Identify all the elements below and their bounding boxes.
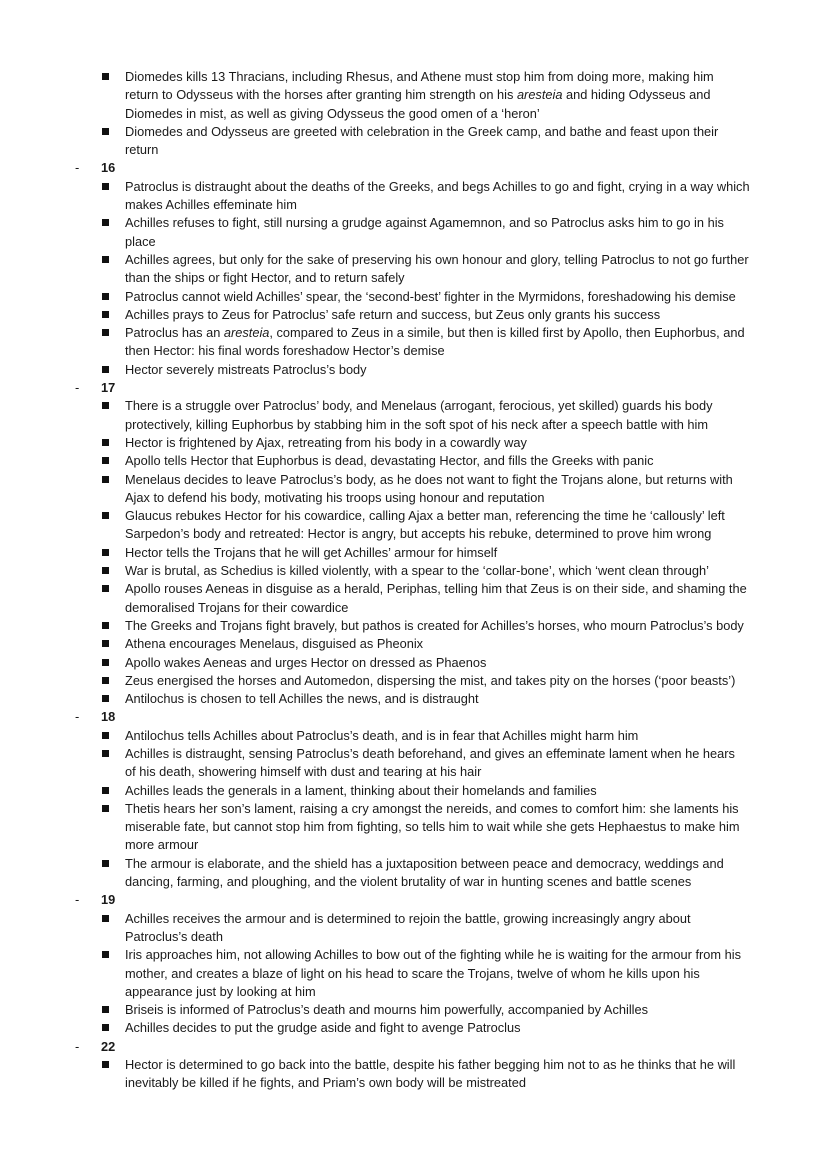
list-item-line [0, 196, 828, 214]
square-bullet-icon [102, 512, 109, 519]
square-bullet-icon [102, 640, 109, 647]
list-item [0, 361, 828, 379]
list-item [0, 1056, 828, 1093]
list-item [0, 214, 828, 251]
list-item-line [0, 763, 828, 781]
document-page [0, 68, 828, 1093]
list-item [0, 672, 828, 690]
square-bullet-icon [102, 567, 109, 574]
list-item-line [0, 214, 828, 232]
list-item-text: inevitably be killed if he fights, and Priam’s own body will be mistreated [125, 1075, 526, 1091]
list-item-text: Achilles agrees, but only for the sake of preserving his own honour and glory, telling Patroclus to not go further [125, 251, 749, 267]
list-item-line [0, 324, 828, 342]
list-item-line [0, 635, 828, 653]
section-18 [0, 708, 828, 891]
square-bullet-icon [102, 183, 109, 190]
list-item-text: then Hector: his final words foreshadow Hector’s demise [125, 343, 445, 359]
list-item-text: return [125, 142, 159, 158]
list-item [0, 727, 828, 745]
book-number: 22 [101, 1038, 116, 1054]
list-item-line [0, 68, 828, 86]
list-item [0, 68, 828, 123]
list-item-text: Apollo rouses Aeneas in disguise as a herald, Periphas, telling him that Zeus is on their side, and shaming the [125, 581, 747, 597]
list-item [0, 123, 828, 160]
book-number: 19 [101, 892, 116, 908]
list-item-text: return to Odysseus with the horses after granting him strength on his aresteia and hiding Odysseus and [125, 87, 711, 103]
section-heading [0, 891, 828, 909]
square-bullet-icon [102, 366, 109, 373]
list-item-line [0, 782, 828, 800]
square-bullet-icon [102, 1006, 109, 1013]
list-item-text: miserable fate, but cannot stop him from fighting, so tells him to wait while she gets Hephaestus to make him [125, 819, 740, 835]
section-17 [0, 379, 828, 708]
list-item-text: Hector tells the Trojans that he will get Achilles’ armour for himself [125, 544, 498, 560]
dash-bullet: - [75, 892, 80, 908]
square-bullet-icon [102, 293, 109, 300]
square-bullet-icon [102, 311, 109, 318]
list-item-line [0, 397, 828, 415]
list-item-text: Patroclus’s death [125, 928, 223, 944]
list-item-text: Sarpedon’s body and retreated: Hector is angry, but accepts his rebuke, determined to prove him wrong [125, 526, 712, 542]
list-item-line [0, 123, 828, 141]
list-item [0, 507, 828, 544]
list-item [0, 946, 828, 1001]
list-item [0, 251, 828, 288]
list-item [0, 635, 828, 653]
square-bullet-icon [102, 695, 109, 702]
italic-term: aresteia [516, 87, 563, 103]
list-item-text: Achilles refuses to fight, still nursing a grudge against Agamemnon, and so Patroclus asks him to go in his [125, 215, 724, 231]
section-heading [0, 708, 828, 726]
list-item [0, 471, 828, 508]
list-item-line [0, 983, 828, 1001]
list-item-text: Achilles receives the armour and is determined to rejoin the battle, growing increasingly angry about [125, 910, 691, 926]
list-item-line [0, 471, 828, 489]
list-item-line [0, 1074, 828, 1092]
list-item-text: Glaucus rebukes Hector for his cowardice, calling Ajax a better man, referencing the time he ‘callously’ left [125, 508, 725, 524]
list-item-text: Achilles leads the generals in a lament, thinking about their homelands and families [125, 782, 597, 798]
list-item-line [0, 361, 828, 379]
list-item-line [0, 434, 828, 452]
list-item-line [0, 617, 828, 635]
list-item-line [0, 745, 828, 763]
list-item [0, 654, 828, 672]
list-item-text: makes Achilles effeminate him [125, 197, 297, 213]
list-item-line [0, 690, 828, 708]
square-bullet-icon [102, 457, 109, 464]
list-item-line [0, 599, 828, 617]
square-bullet-icon [102, 787, 109, 794]
list-item-text: Diomedes kills 13 Thracians, including Rhesus, and Athene must stop him from doing more, making him [125, 69, 714, 84]
list-item-text: mother, and creates a blaze of light on his head to scare the Trojans, twelve of whom he kills upon his [125, 965, 700, 981]
square-bullet-icon [102, 329, 109, 336]
section-16 [0, 159, 828, 379]
square-bullet-icon [102, 73, 109, 80]
list-item-line [0, 836, 828, 854]
list-item-text: Thetis hears her son’s lament, raising a cry amongst the nereids, and comes to comfort him: she laments his [125, 800, 739, 816]
list-item-text: Briseis is informed of Patroclus’s death and mourns him powerfully, accompanied by Achilles [125, 1002, 649, 1018]
list-item-line [0, 1056, 828, 1074]
square-bullet-icon [102, 915, 109, 922]
square-bullet-icon [102, 128, 109, 135]
list-item-text: The armour is elaborate, and the shield has a juxtaposition between peace and democracy, weddings and [125, 855, 724, 871]
dash-bullet: - [75, 380, 80, 396]
list-item [0, 580, 828, 617]
list-item-line [0, 672, 828, 690]
list-item-line [0, 855, 828, 873]
list-item-text: appearance just by looking at him [125, 983, 316, 999]
list-item-line [0, 86, 828, 104]
dash-bullet: - [75, 1038, 80, 1054]
list-item-line [0, 910, 828, 928]
list-item-line [0, 525, 828, 543]
list-item-text: Apollo tells Hector that Euphorbus is dead, devastating Hector, and fills the Greeks with panic [125, 453, 654, 469]
list-item-text: Menelaus decides to leave Patroclus’s body, as he does not want to fight the Trojans alone, but returns with [125, 471, 733, 487]
list-item-text: Ajax to defend his body, motivating his troops using honour and reputation [125, 489, 545, 505]
list-item [0, 1019, 828, 1037]
list-item-text: Hector is determined to go back into the battle, despite his father begging him not to as he thinks that he will [125, 1057, 736, 1073]
square-bullet-icon [102, 439, 109, 446]
list-item-line [0, 507, 828, 525]
square-bullet-icon [102, 549, 109, 556]
list-item-line [0, 342, 828, 360]
list-item-text: Apollo wakes Aeneas and urges Hector on dressed as Phaenos [125, 654, 487, 670]
square-bullet-icon [102, 402, 109, 409]
square-bullet-icon [102, 256, 109, 263]
list-item [0, 178, 828, 215]
list-item-text: than the ships or fight Hector, and to return safely [125, 270, 405, 286]
list-item [0, 800, 828, 855]
dash-bullet: - [75, 709, 80, 725]
section-heading [0, 379, 828, 397]
list-item-text: War is brutal, as Schedius is killed violently, with a spear to the ‘collar-bone’, which ‘went clean through’ [125, 563, 709, 579]
list-item-text: Diomedes in mist, as well as giving Odysseus the good omen of a ‘heron’ [125, 105, 540, 121]
list-item-text: Zeus energised the horses and Automedon, dispersing the mist, and takes pity on the horses (‘poor beasts’) [125, 672, 736, 688]
list-item-text: Achilles prays to Zeus for Patroclus’ safe return and success, but Zeus only grants his success [125, 306, 661, 322]
square-bullet-icon [102, 219, 109, 226]
list-item [0, 562, 828, 580]
list-item-line [0, 489, 828, 507]
list-item-line [0, 873, 828, 891]
list-item-line [0, 818, 828, 836]
list-item-line [0, 562, 828, 580]
list-item-line [0, 306, 828, 324]
list-item-line [0, 233, 828, 251]
list-item-text: Patroclus has an aresteia, compared to Zeus in a simile, but then is killed first by Apollo, then Euphorbus, and [125, 325, 745, 341]
list-item-line [0, 580, 828, 598]
italic-term: aresteia [223, 325, 270, 341]
list-item [0, 690, 828, 708]
list-item [0, 745, 828, 782]
list-item-text: Diomedes and Odysseus are greeted with celebration in the Greek camp, and bathe and feast upon their [125, 123, 719, 139]
list-item [0, 617, 828, 635]
square-bullet-icon [102, 951, 109, 958]
list-item-line [0, 965, 828, 983]
list-item-text: more armour [125, 837, 199, 853]
list-item [0, 1001, 828, 1019]
list-item [0, 288, 828, 306]
list-item-text: of his death, showering himself with dust and tearing at his hair [125, 764, 482, 780]
list-item-text: Antilochus is chosen to tell Achilles the news, and is distraught [125, 691, 479, 707]
list-item [0, 855, 828, 892]
section-heading [0, 159, 828, 177]
list-item-line [0, 928, 828, 946]
list-item [0, 452, 828, 470]
list-item-text: Hector severely mistreats Patroclus’s body [125, 361, 367, 377]
list-item-line [0, 141, 828, 159]
list-item-text: Hector is frightened by Ajax, retreating from his body in a cowardly way [125, 434, 527, 450]
dash-bullet: - [75, 160, 80, 176]
list-item-line [0, 105, 828, 123]
list-item [0, 397, 828, 434]
list-item-line [0, 654, 828, 672]
list-item-text: Achilles is distraught, sensing Patroclus’s death beforehand, and gives an effeminate lament when he hears [125, 745, 735, 761]
list-item-line [0, 178, 828, 196]
list-item-text: demoralised Trojans for their cowardice [125, 599, 349, 615]
square-bullet-icon [102, 622, 109, 629]
list-item-text: Iris approaches him, not allowing Achilles to bow out of the fighting while he is waiting for the armour from his [125, 947, 741, 963]
book-number: 18 [101, 709, 116, 725]
list-item-line [0, 251, 828, 269]
list-item [0, 434, 828, 452]
list-item-text: Athena encourages Menelaus, disguised as Pheonix [125, 636, 424, 652]
list-item-line [0, 727, 828, 745]
section-22 [0, 1038, 828, 1093]
square-bullet-icon [102, 1024, 109, 1031]
list-item-text: dancing, farming, and ploughing, and the violent brutality of war in hunting scenes and battle scenes [125, 874, 692, 890]
list-item-line [0, 416, 828, 434]
list-item-line [0, 800, 828, 818]
list-item-text: place [125, 233, 156, 249]
square-bullet-icon [102, 860, 109, 867]
square-bullet-icon [102, 677, 109, 684]
square-bullet-icon [102, 805, 109, 812]
square-bullet-icon [102, 1061, 109, 1068]
square-bullet-icon [102, 750, 109, 757]
book-number: 17 [101, 380, 116, 396]
list-item-line [0, 1019, 828, 1037]
square-bullet-icon [102, 585, 109, 592]
list-item-text: Patroclus cannot wield Achilles’ spear, the ‘second-best’ fighter in the Myrmidons, foreshadowing his demise [125, 288, 736, 304]
list-item-text: protectively, killing Euphorbus by stabbing him in the soft spot of his neck after a speech battle with him [125, 416, 709, 432]
square-bullet-icon [102, 659, 109, 666]
list-item-line [0, 269, 828, 287]
square-bullet-icon [102, 732, 109, 739]
list-item-line [0, 544, 828, 562]
list-item-text: There is a struggle over Patroclus’ body, and Menelaus (arrogant, ferocious, yet skilled) guards his body [125, 398, 713, 414]
section-19 [0, 891, 828, 1037]
section-heading [0, 1038, 828, 1056]
list-item-text: The Greeks and Trojans fight bravely, but pathos is created for Achilles’s horses, who mourn Patroclus’s body [125, 617, 744, 633]
list-item-text: Achilles decides to put the grudge aside and fight to avenge Patroclus [125, 1020, 521, 1036]
list-item [0, 910, 828, 947]
list-item [0, 782, 828, 800]
list-item-text: Antilochus tells Achilles about Patroclus’s death, and is in fear that Achilles might harm him [125, 727, 639, 743]
list-item-line [0, 946, 828, 964]
list-item-line [0, 1001, 828, 1019]
list-item-text: Patroclus is distraught about the deaths of the Greeks, and begs Achilles to go and fight, crying in a way which [125, 178, 750, 194]
list-item [0, 544, 828, 562]
book-number: 16 [101, 160, 116, 176]
list-item [0, 324, 828, 361]
list-item-line [0, 288, 828, 306]
list-item-line [0, 452, 828, 470]
list-item [0, 306, 828, 324]
square-bullet-icon [102, 476, 109, 483]
